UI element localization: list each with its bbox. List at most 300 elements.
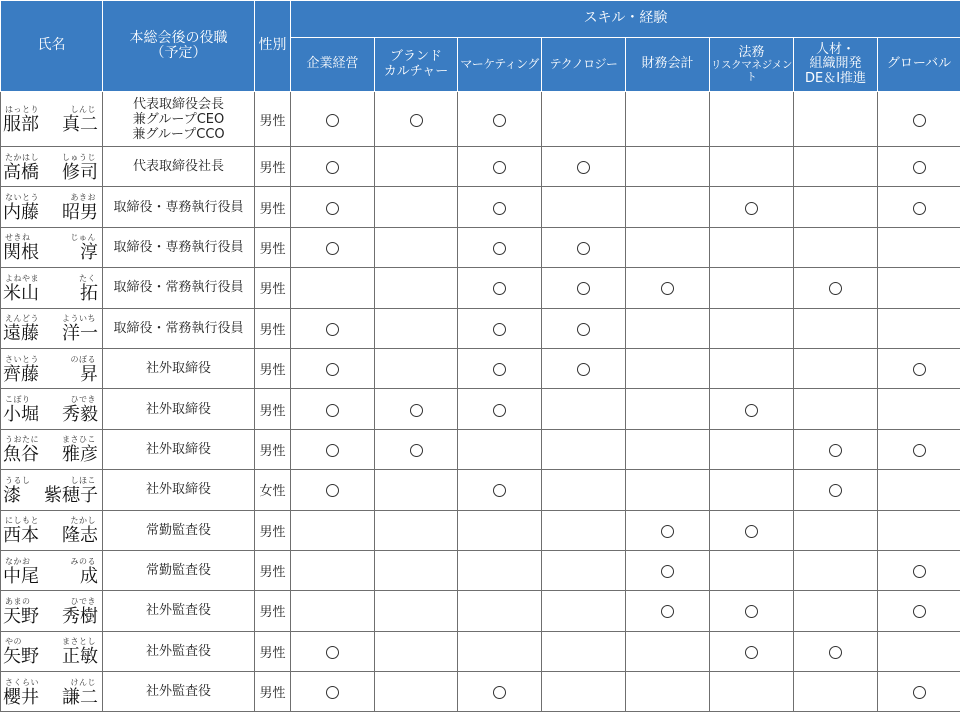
skill-cell — [710, 631, 794, 671]
skill-cell — [794, 429, 878, 469]
name-furigana — [1, 102, 102, 114]
member-name-cell — [1, 429, 103, 469]
role-line: 取締役・専務執行役員 — [113, 239, 244, 255]
table-row — [1, 429, 960, 469]
skill-cell — [375, 631, 458, 671]
skill-cell — [458, 348, 542, 388]
skill-cell — [291, 550, 375, 590]
member-role-cell — [103, 147, 255, 187]
skill-cell — [626, 631, 710, 671]
member-name-cell — [1, 147, 103, 187]
skill-mark-circle-icon — [745, 202, 758, 215]
member-name-cell — [1, 550, 103, 590]
member-role-cell — [103, 591, 255, 631]
header-skill-line1: 財務会計 — [641, 56, 694, 72]
family-kana: こぼり — [5, 395, 31, 405]
name-kanji — [1, 525, 102, 547]
name-furigana — [1, 150, 102, 162]
skill-mark-circle-icon — [577, 282, 590, 295]
given-kana: まさとし — [62, 637, 96, 647]
header-skill-1 — [375, 38, 458, 92]
name-furigana — [1, 554, 102, 566]
skill-cell — [458, 268, 542, 308]
header-skill-line1: マーケティング — [460, 56, 539, 71]
skill-mark-circle-icon — [326, 646, 339, 659]
skill-cell — [375, 348, 458, 388]
family-name: 矢野 — [3, 646, 39, 668]
skill-cell — [375, 389, 458, 429]
member-name-cell — [1, 672, 103, 712]
skill-cell — [878, 510, 960, 550]
skill-cell — [458, 227, 542, 267]
skill-mark-circle-icon — [493, 363, 506, 376]
table-row — [1, 550, 960, 590]
skill-cell — [291, 631, 375, 671]
skill-cell — [626, 147, 710, 187]
skill-cell — [542, 550, 626, 590]
given-kana: のぼる — [70, 354, 96, 364]
header-name: 氏名 — [1, 1, 103, 92]
skill-cell — [375, 92, 458, 147]
member-role-cell — [103, 550, 255, 590]
member-gender-cell: 男性 — [255, 92, 291, 147]
skill-cell — [626, 672, 710, 712]
role-line: 社外取締役 — [145, 441, 211, 457]
member-role-cell — [103, 227, 255, 267]
given-name: 拓 — [80, 282, 98, 304]
skill-cell — [291, 429, 375, 469]
skill-cell — [291, 268, 375, 308]
skill-mark-circle-icon — [661, 605, 674, 618]
family-name: 高橋 — [3, 161, 39, 183]
skill-mark-circle-icon — [410, 444, 423, 457]
given-name: 真二 — [62, 114, 98, 135]
skill-mark-circle-icon — [661, 525, 674, 538]
header-skill-line2: リスクマネジメント — [710, 59, 793, 83]
skill-cell — [458, 147, 542, 187]
table-row — [1, 510, 960, 550]
family-kana: せきね — [5, 233, 31, 243]
skill-cell — [542, 631, 626, 671]
member-gender-cell: 男性 — [255, 268, 291, 308]
name-kanji — [1, 242, 102, 264]
skill-cell — [542, 187, 626, 227]
skill-cell — [542, 92, 626, 147]
skill-cell — [542, 308, 626, 348]
given-name: 紫穂子 — [44, 484, 98, 506]
skill-cell — [794, 550, 878, 590]
skill-cell — [710, 92, 794, 147]
role-line: 社外監査役 — [145, 684, 211, 700]
role-line: 兼グループCCO — [132, 126, 225, 142]
given-name: 昭男 — [62, 202, 98, 224]
skill-cell — [291, 672, 375, 712]
member-role-cell — [103, 92, 255, 147]
family-kana: やの — [5, 637, 22, 647]
name-kanji — [1, 323, 102, 345]
skill-cell — [375, 227, 458, 267]
skill-cell — [458, 429, 542, 469]
skill-cell — [458, 510, 542, 550]
skill-cell — [375, 268, 458, 308]
name-furigana — [1, 230, 102, 242]
family-name: 齊藤 — [3, 363, 39, 385]
given-kana: しほこ — [70, 475, 96, 485]
given-name: 昇 — [80, 363, 98, 385]
family-name: 遠藤 — [3, 323, 39, 345]
family-kana: よねやま — [5, 273, 39, 283]
skill-cell — [710, 187, 794, 227]
skill-cell — [458, 631, 542, 671]
skill-mark-circle-icon — [913, 114, 926, 127]
skill-mark-circle-icon — [913, 161, 926, 174]
table-row — [1, 389, 960, 429]
role-line: 社外取締役 — [145, 401, 211, 417]
skill-mark-circle-icon — [326, 484, 339, 497]
member-role-cell — [103, 631, 255, 671]
given-name: 隆志 — [62, 525, 98, 547]
role-line: 社外監査役 — [145, 643, 211, 659]
skill-cell — [878, 672, 960, 712]
header-skill-line3: DE＆I推進 — [804, 70, 867, 86]
role-line: 取締役・常務執行役員 — [113, 320, 244, 336]
skill-mark-circle-icon — [326, 363, 339, 376]
skill-cell — [458, 550, 542, 590]
skill-cell — [458, 92, 542, 147]
family-kana: あまの — [5, 596, 31, 606]
skill-mark-circle-icon — [326, 444, 339, 457]
skill-cell — [878, 389, 960, 429]
skill-cell — [878, 429, 960, 469]
given-name: 成 — [80, 565, 98, 587]
name-kanji — [1, 566, 102, 588]
skill-cell — [794, 187, 878, 227]
skill-mark-circle-icon — [745, 605, 758, 618]
role-line: 取締役・常務執行役員 — [113, 280, 244, 296]
table-row — [1, 147, 960, 187]
skill-cell — [794, 348, 878, 388]
header-skill-line1: 企業経営 — [306, 56, 359, 72]
skill-cell — [375, 550, 458, 590]
skill-cell — [291, 308, 375, 348]
skill-cell — [710, 470, 794, 510]
skill-mark-circle-icon — [661, 282, 674, 295]
skill-cell — [794, 470, 878, 510]
skill-mark-circle-icon — [913, 605, 926, 618]
role-line: 取締役・専務執行役員 — [113, 199, 244, 215]
skill-cell — [375, 187, 458, 227]
skill-cell — [626, 510, 710, 550]
member-name-cell — [1, 227, 103, 267]
skill-cell — [878, 268, 960, 308]
skill-cell — [710, 389, 794, 429]
header-gender: 性別 — [255, 1, 291, 92]
family-kana: うるし — [5, 475, 31, 485]
skill-cell — [878, 631, 960, 671]
role-line: 社外取締役 — [145, 361, 211, 377]
skill-cell — [626, 389, 710, 429]
member-name-cell — [1, 268, 103, 308]
given-name: 淳 — [80, 242, 98, 264]
name-kanji — [1, 162, 102, 184]
skill-mark-circle-icon — [326, 323, 339, 336]
member-gender-cell: 男性 — [255, 348, 291, 388]
skill-cell — [542, 227, 626, 267]
skill-cell — [878, 591, 960, 631]
header-skill-line1: グローバル — [886, 56, 952, 72]
given-kana: よういち — [62, 314, 96, 324]
skill-cell — [291, 187, 375, 227]
given-name: 洋一 — [62, 323, 98, 345]
skill-cell — [458, 591, 542, 631]
table-row — [1, 187, 960, 227]
family-kana: さいとう — [5, 354, 39, 364]
name-kanji — [1, 485, 102, 507]
skill-cell — [626, 591, 710, 631]
member-name-cell — [1, 631, 103, 671]
skill-cell — [710, 308, 794, 348]
skill-mark-circle-icon — [326, 404, 339, 417]
skill-mark-circle-icon — [829, 282, 842, 295]
skill-mark-circle-icon — [326, 202, 339, 215]
header-skill-7 — [878, 38, 960, 92]
header-skill-line1: テクノロジー — [549, 56, 618, 71]
member-role-cell — [103, 268, 255, 308]
skill-cell — [794, 92, 878, 147]
header-role — [103, 1, 255, 92]
skill-cell — [710, 268, 794, 308]
skill-mark-circle-icon — [829, 484, 842, 497]
skill-cell — [710, 672, 794, 712]
skill-mark-circle-icon — [326, 242, 339, 255]
skill-cell — [626, 348, 710, 388]
family-name: 関根 — [3, 242, 39, 264]
header-skill-5 — [710, 38, 794, 92]
skill-cell — [794, 510, 878, 550]
skill-cell — [878, 308, 960, 348]
member-name-cell — [1, 348, 103, 388]
family-name: 天野 — [3, 605, 39, 627]
skill-cell — [291, 147, 375, 187]
skill-cell — [458, 187, 542, 227]
skill-cell — [794, 591, 878, 631]
skill-cell — [542, 470, 626, 510]
name-kanji — [1, 283, 102, 305]
skill-cell — [710, 227, 794, 267]
skill-cell — [626, 92, 710, 147]
skill-mark-circle-icon — [326, 686, 339, 699]
member-role-cell — [103, 187, 255, 227]
table-row — [1, 470, 960, 510]
skill-cell — [794, 308, 878, 348]
skill-cell — [710, 510, 794, 550]
member-gender-cell: 男性 — [255, 389, 291, 429]
family-kana: ないとう — [5, 193, 39, 203]
member-name-cell — [1, 308, 103, 348]
skill-cell — [710, 348, 794, 388]
member-gender-cell: 男性 — [255, 672, 291, 712]
skill-mark-circle-icon — [493, 686, 506, 699]
given-name: 秀毅 — [62, 404, 98, 426]
header-skill-6 — [794, 38, 878, 92]
skill-mark-circle-icon — [410, 114, 423, 127]
given-kana: しんじ — [70, 105, 96, 114]
role-line: 社外監査役 — [145, 603, 211, 619]
skill-cell — [542, 429, 626, 469]
member-gender-cell: 男性 — [255, 631, 291, 671]
role-line: 常勤監査役 — [145, 563, 211, 579]
member-gender-cell: 男性 — [255, 308, 291, 348]
given-kana: けんじ — [70, 677, 96, 687]
skill-cell — [542, 348, 626, 388]
skill-cell — [291, 92, 375, 147]
family-kana: たかはし — [5, 152, 39, 162]
header-skill-line1: ブランド — [389, 49, 442, 65]
member-gender-cell: 男性 — [255, 227, 291, 267]
header-skill-0 — [291, 38, 375, 92]
family-kana: にしもと — [5, 516, 39, 526]
member-role-cell — [103, 308, 255, 348]
header-skill-line2: カルチャー — [383, 63, 449, 79]
role-line: 代表取締役会長 — [132, 96, 224, 112]
skill-mark-circle-icon — [577, 242, 590, 255]
skill-cell — [710, 550, 794, 590]
name-kanji — [1, 444, 102, 466]
name-kanji — [1, 114, 102, 136]
table-row — [1, 268, 960, 308]
skill-cell — [291, 389, 375, 429]
skill-cell — [710, 591, 794, 631]
family-kana: うおたに — [5, 435, 39, 445]
skill-cell — [458, 308, 542, 348]
given-name: 秀樹 — [62, 605, 98, 627]
skill-mark-circle-icon — [913, 686, 926, 699]
skill-mark-circle-icon — [493, 242, 506, 255]
name-kanji — [1, 687, 102, 709]
skill-mark-circle-icon — [493, 202, 506, 215]
skill-mark-circle-icon — [493, 484, 506, 497]
skill-cell — [375, 510, 458, 550]
name-kanji — [1, 404, 102, 426]
family-name: 内藤 — [3, 202, 39, 224]
skill-cell — [542, 510, 626, 550]
skill-cell — [878, 470, 960, 510]
table-row — [1, 672, 960, 712]
skill-cell — [626, 308, 710, 348]
skill-cell — [878, 147, 960, 187]
skill-cell — [375, 308, 458, 348]
skill-cell — [710, 147, 794, 187]
table-row — [1, 591, 960, 631]
given-name: 修司 — [62, 161, 98, 183]
skill-cell — [375, 591, 458, 631]
skill-cell — [878, 92, 960, 147]
name-furigana — [1, 392, 102, 404]
skill-cell — [794, 389, 878, 429]
family-kana: さくらい — [5, 677, 39, 687]
skill-mark-circle-icon — [493, 404, 506, 417]
skill-cell — [291, 227, 375, 267]
skill-mark-circle-icon — [913, 363, 926, 376]
header-skill-2 — [458, 38, 542, 92]
member-role-cell — [103, 672, 255, 712]
family-name: 小堀 — [3, 404, 39, 426]
member-name-cell — [1, 591, 103, 631]
family-name: 中尾 — [3, 565, 39, 587]
skill-mark-circle-icon — [913, 565, 926, 578]
role-line: 常勤監査役 — [145, 522, 211, 538]
given-name: 正敏 — [62, 646, 98, 668]
skill-cell — [291, 591, 375, 631]
family-name: 米山 — [3, 282, 39, 304]
given-kana: ひでき — [70, 596, 96, 606]
header-skill-line1: 人材・ — [815, 42, 855, 58]
skill-cell — [626, 550, 710, 590]
skill-cell — [794, 268, 878, 308]
family-name: 漆 — [3, 484, 21, 506]
skill-cell — [458, 672, 542, 712]
table-row — [1, 227, 960, 267]
member-role-cell — [103, 429, 255, 469]
member-gender-cell: 女性 — [255, 470, 291, 510]
skill-mark-circle-icon — [493, 114, 506, 127]
skill-mark-circle-icon — [913, 444, 926, 457]
header-skill-line2: 組織開発 — [809, 56, 862, 72]
name-furigana — [1, 675, 102, 687]
name-kanji — [1, 364, 102, 386]
name-kanji — [1, 646, 102, 668]
skill-mark-circle-icon — [493, 323, 506, 336]
member-name-cell — [1, 92, 103, 147]
given-kana: あきお — [70, 193, 96, 203]
skill-cell — [710, 429, 794, 469]
name-furigana — [1, 190, 102, 202]
name-kanji — [1, 606, 102, 628]
skill-mark-circle-icon — [577, 363, 590, 376]
given-kana: たく — [79, 273, 96, 283]
member-gender-cell: 男性 — [255, 429, 291, 469]
given-kana: しゅうじ — [62, 152, 96, 162]
family-name: 櫻井 — [3, 686, 39, 708]
given-kana: たかし — [70, 516, 96, 526]
member-name-cell — [1, 187, 103, 227]
role-line: 社外取締役 — [145, 482, 211, 498]
table-row — [1, 308, 960, 348]
member-name-cell — [1, 470, 103, 510]
skill-mark-circle-icon — [326, 161, 339, 174]
skill-mark-circle-icon — [829, 444, 842, 457]
skill-cell — [542, 268, 626, 308]
skill-mark-circle-icon — [326, 114, 339, 127]
member-gender-cell: 男性 — [255, 550, 291, 590]
skill-cell — [626, 429, 710, 469]
skill-cell — [291, 470, 375, 510]
skill-cell — [458, 470, 542, 510]
name-furigana — [1, 432, 102, 444]
given-kana: じゅん — [70, 233, 96, 243]
header-role-line1: 本総会後の役職 — [129, 29, 228, 46]
member-gender-cell: 男性 — [255, 147, 291, 187]
family-kana: なかお — [5, 556, 31, 566]
skill-cell — [375, 470, 458, 510]
skill-cell — [626, 227, 710, 267]
skill-cell — [878, 550, 960, 590]
name-furigana — [1, 352, 102, 364]
skill-cell — [878, 348, 960, 388]
skill-cell — [794, 631, 878, 671]
skill-mark-circle-icon — [577, 161, 590, 174]
member-gender-cell: 男性 — [255, 510, 291, 550]
